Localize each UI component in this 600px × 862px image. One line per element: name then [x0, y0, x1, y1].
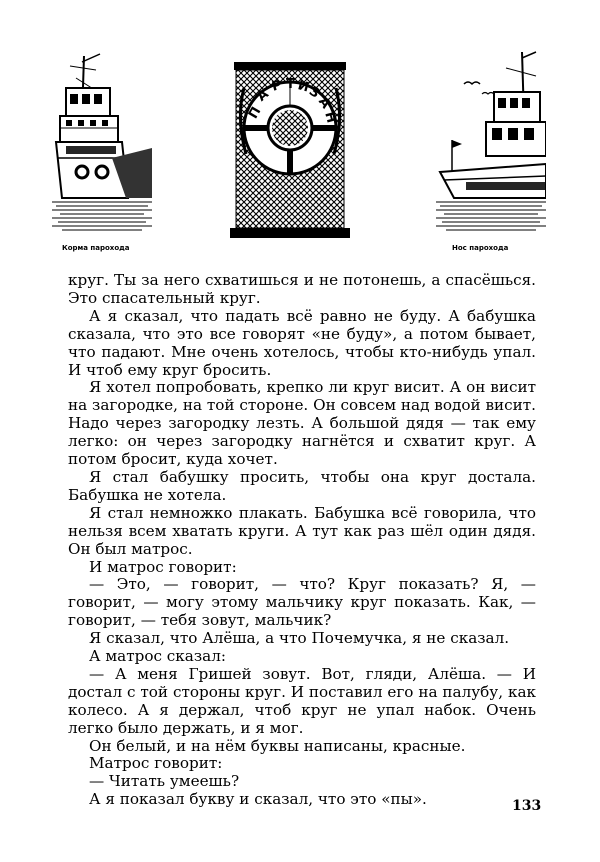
paragraph: А я сказал, что падать всё равно не буду. А бабушка сказала, что это все говорят «не буду», а потом бывает, что падают. Мне очень хотелось, чтобы кто-нибудь упал. И чтоб ему круг бросить. — [68, 306, 536, 379]
ship-bow-illustration — [436, 48, 546, 238]
paragraph: Матрос говорит: — [89, 754, 223, 773]
paragraph: Я сказал, что Алёша, а что Почемучка, я не сказал. — [89, 629, 510, 648]
paragraph: Я стал немножко плакать. Бабушка всё говорила, что нельзя всем хватать круги. А тут как раз шёл один дядя. Он был матрос. — [68, 503, 536, 558]
bow-caption: Нос парохода — [452, 244, 509, 252]
buoy-letter-8: Н — [321, 110, 339, 125]
buoy-letter-7: А — [315, 94, 334, 112]
paragraph: круг. Ты за него схватишься и не потонешь, а спасёшься. Это спасательный круг. — [68, 271, 536, 307]
paragraph: Я стал бабушку просить, чтобы она круг достала. Бабушка не хотела. — [68, 467, 536, 504]
buoy-letter-3: Р — [270, 77, 284, 95]
paragraph: — Читать умеешь? — [89, 772, 240, 791]
story-text — [68, 272, 536, 809]
paragraph: И матрос говорит: — [89, 557, 237, 576]
buoy-letter-2: А — [254, 86, 272, 105]
buoy-letter-4: Т — [286, 77, 295, 92]
buoy-letter-1: П — [245, 104, 265, 122]
page-number: 133 — [512, 798, 542, 814]
buoy-letter-5: И — [296, 78, 311, 96]
illustrations-strip — [0, 0, 600, 270]
paragraph: — Это, — говорит, — что? Круг показать? Я, — говорит, — могу этому мальчику круг показать. Как, — говорит, — тебя зовут, мальчик? — [68, 575, 536, 630]
paragraph: — А меня Гришей зовут. Вот, гляди, Алёша. — И достал с той стороны круг. И поставил его на палубу, как колесо. А я держал, чтоб круг не упал набок. Очень легко было держать, и я мог. — [68, 664, 536, 737]
lifebuoy-illustration — [226, 58, 354, 248]
stern-caption: Корма парохода — [62, 244, 130, 252]
paragraph: Он белый, и на нём буквы написаны, красные. — [89, 736, 466, 755]
ship-stern-illustration — [52, 48, 152, 238]
paragraph: Я хотел попробовать, крепко ли круг висит. А он висит на загородке, на той стороне. Он совсем над водой висит. Надо через загородку лезть. А большой дядя — так ему легко: он через загородку нагнётся и схватит круг. А потом бросит, куда хочет. — [68, 378, 536, 469]
paragraph: А матрос сказал: — [89, 647, 226, 666]
paragraph: А я показал букву и сказал, что это «пы». — [89, 790, 427, 809]
buoy-letter-6: З — [306, 83, 323, 102]
